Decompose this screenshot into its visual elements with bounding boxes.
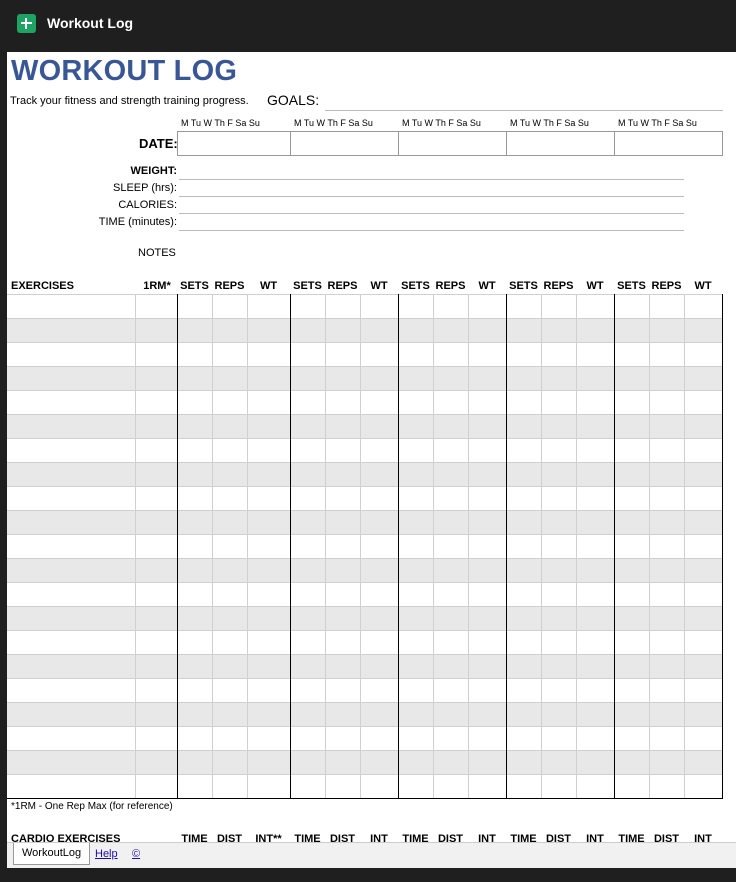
column-divider: [212, 294, 213, 799]
exercise-row[interactable]: [7, 366, 723, 390]
int-header: INT: [586, 833, 604, 842]
calories-input-line[interactable]: [179, 213, 684, 214]
onerm-header: 1RM*: [143, 280, 171, 292]
column-divider: [290, 294, 291, 799]
column-divider: [177, 294, 178, 799]
grid-bottom-border: [7, 798, 723, 799]
weight-label: WEIGHT:: [130, 165, 177, 177]
weight-input-line[interactable]: [179, 179, 684, 180]
reps-header: REPS: [651, 280, 682, 292]
weekday-labels: M Tu W Th F Sa Su: [510, 118, 589, 128]
exercise-row[interactable]: [7, 486, 723, 510]
sets-header: SETS: [293, 280, 322, 292]
time-header: TIME: [510, 833, 537, 842]
column-divider: [722, 294, 723, 799]
exercise-row[interactable]: [7, 294, 723, 318]
dist-header: DIST: [653, 833, 680, 842]
reps-header: REPS: [327, 280, 358, 292]
reps-header: REPS: [214, 280, 245, 292]
goals-label: GOALS:: [267, 92, 320, 108]
int-header: INT: [694, 833, 712, 842]
exercise-row[interactable]: [7, 438, 723, 462]
column-divider: [433, 294, 434, 799]
sets-header: SETS: [401, 280, 430, 292]
date-cell[interactable]: [614, 131, 723, 156]
column-divider: [325, 294, 326, 799]
wt-header: WT: [370, 280, 388, 292]
page-title: WORKOUT LOG: [11, 55, 238, 87]
exercise-row[interactable]: [7, 534, 723, 558]
exercise-row[interactable]: [7, 414, 723, 438]
weekday-labels: M Tu W Th F Sa Su: [294, 118, 373, 128]
column-divider: [541, 294, 542, 799]
exercise-row[interactable]: [7, 750, 723, 774]
exercise-row[interactable]: [7, 678, 723, 702]
column-divider: [684, 294, 685, 799]
exercise-row[interactable]: [7, 558, 723, 582]
wt-header: WT: [586, 280, 604, 292]
column-divider: [649, 294, 650, 799]
exercises-header: EXERCISES: [11, 280, 74, 292]
dist-header: DIST: [216, 833, 243, 842]
exercise-row[interactable]: [7, 606, 723, 630]
exercise-row[interactable]: [7, 342, 723, 366]
exercise-grid[interactable]: [7, 294, 723, 799]
int-header: INT: [370, 833, 388, 842]
column-divider: [135, 294, 136, 799]
time-header: TIME: [294, 833, 321, 842]
dist-header: DIST: [329, 833, 356, 842]
date-cell[interactable]: [177, 131, 291, 156]
exercise-row[interactable]: [7, 654, 723, 678]
title-bar: [0, 0, 736, 52]
window-bottom-edge: [0, 868, 736, 882]
time-label: TIME (minutes):: [98, 216, 177, 228]
exercise-row[interactable]: [7, 630, 723, 654]
spreadsheet-area[interactable]: [7, 52, 736, 842]
time-header: TIME: [618, 833, 645, 842]
column-divider: [614, 294, 615, 799]
bottom-bar: [7, 842, 736, 868]
exercise-row[interactable]: [7, 462, 723, 486]
column-divider: [468, 294, 469, 799]
exercise-row[interactable]: [7, 774, 723, 798]
calories-label: CALORIES:: [118, 199, 177, 211]
time-header: TIME: [181, 833, 208, 842]
dist-header: DIST: [545, 833, 572, 842]
time-header: TIME: [402, 833, 429, 842]
wt-header: WT: [694, 280, 712, 292]
reps-header: REPS: [543, 280, 574, 292]
column-divider: [247, 294, 248, 799]
int-header: INT: [478, 833, 496, 842]
sets-header: SETS: [617, 280, 646, 292]
notes-label: NOTES: [138, 247, 176, 259]
wt-header: WT: [259, 280, 278, 292]
sheets-app-icon: [17, 14, 36, 33]
sets-header: SETS: [180, 280, 209, 292]
exercise-row[interactable]: [7, 318, 723, 342]
dist-header: DIST: [437, 833, 464, 842]
weekday-labels: M Tu W Th F Sa Su: [402, 118, 481, 128]
weekday-labels: M Tu W Th F Sa Su: [181, 118, 260, 128]
subtitle: Track your fitness and strength training progress.: [10, 95, 249, 107]
goals-input-line[interactable]: [325, 110, 723, 111]
int-header: INT**: [255, 833, 282, 842]
exercise-row[interactable]: [7, 726, 723, 750]
cardio-exercises-header: CARDIO EXERCISES: [11, 833, 121, 842]
weekday-labels: M Tu W Th F Sa Su: [618, 118, 697, 128]
exercise-row[interactable]: [7, 390, 723, 414]
sets-header: SETS: [509, 280, 538, 292]
help-link[interactable]: Help: [95, 848, 118, 860]
exercise-row[interactable]: [7, 582, 723, 606]
column-divider: [506, 294, 507, 799]
wt-header: WT: [478, 280, 496, 292]
reps-header: REPS: [435, 280, 466, 292]
exercise-row[interactable]: [7, 702, 723, 726]
copyright-link[interactable]: ©: [132, 848, 141, 860]
date-cell[interactable]: [290, 131, 399, 156]
sleep-label: SLEEP (hrs):: [113, 182, 177, 194]
sleep-input-line[interactable]: [179, 196, 684, 197]
date-cell[interactable]: [506, 131, 615, 156]
column-divider: [576, 294, 577, 799]
time-input-line[interactable]: [179, 230, 684, 231]
footnote: *1RM - One Rep Max (for reference): [11, 801, 173, 812]
column-divider: [360, 294, 361, 799]
sheet-tab-workoutlog[interactable]: WorkoutLog: [13, 843, 90, 865]
window-title: Workout Log: [47, 15, 134, 31]
column-divider: [398, 294, 399, 799]
exercise-row[interactable]: [7, 510, 723, 534]
date-cell[interactable]: [398, 131, 507, 156]
date-label: DATE:: [139, 136, 178, 151]
